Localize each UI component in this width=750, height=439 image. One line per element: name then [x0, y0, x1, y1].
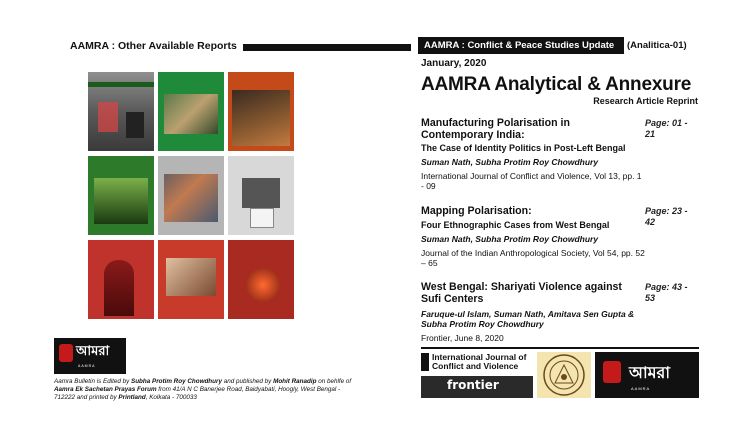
credits-org: Aamra Ek Sachetan Prayas Forum: [54, 386, 157, 393]
article-subtitle: Four Ethnographic Cases from West Bengal: [421, 219, 610, 230]
ijcv-mark-icon: [421, 353, 429, 371]
anthropological-seal: [537, 352, 591, 398]
cover-art: [232, 90, 290, 146]
logo-script: আমরা: [629, 363, 670, 382]
credits-part: on behlfe of: [316, 378, 352, 385]
main-subtitle: Research Article Reprint: [593, 96, 698, 106]
cover-art: [166, 258, 216, 296]
article-title: Manufacturing Polarisation in Contemporary India:: [421, 117, 570, 141]
logo-small-text: AAMRA: [631, 386, 651, 391]
report-cover[interactable]: [158, 72, 224, 151]
credits-printer: Printland: [118, 394, 146, 401]
cover-art: [250, 208, 274, 228]
article-journal: Journal of the Indian Anthropological Society, Vol 54, pp. 52 – 65: [421, 247, 645, 268]
article-journal: International Journal of Conflict and Violence, Vol 13, pp. 1 - 09: [421, 171, 642, 191]
logo-script: আমরা: [76, 344, 110, 359]
report-cover[interactable]: [88, 240, 154, 319]
credits-part: Aamra Bulletin is Edited by: [54, 378, 131, 385]
series-bar: AAMRA : Conflict & Peace Studies Update: [418, 37, 624, 54]
cover-art: [242, 178, 280, 208]
frontier-logo: [421, 376, 533, 398]
article-authors: Suman Nath, Subha Protim Roy Chowdhury: [421, 233, 599, 244]
bottom-rule: [421, 347, 699, 349]
frontier-text: frontier: [447, 378, 499, 392]
article-authors: Suman Nath, Subha Protim Roy Chowdhury: [421, 157, 599, 167]
report-cover[interactable]: [88, 72, 154, 151]
article-pages: Page: 23 - 42: [645, 206, 688, 227]
main-title: AAMRA Analytical & Annexure: [421, 74, 692, 95]
report-cover[interactable]: [228, 156, 294, 235]
cover-art: [98, 102, 118, 132]
ijcv-text: International Journal of Conflict and Violence: [432, 352, 527, 371]
article-journal: Frontier, June 8, 2020: [421, 333, 504, 343]
cover-art: [164, 174, 218, 222]
article-1[interactable]: [421, 118, 699, 191]
left-heading: AAMRA : Other Available Reports: [70, 40, 237, 52]
credits-part: , Kolkata - 700033: [145, 394, 197, 401]
ijcv-logo: [421, 352, 533, 372]
credits-part: from 41/A N C Banerjee Road, Baidyabati, Hoogly, West Bengal - 712222 and printed by: [54, 386, 341, 401]
logo-emblem-icon: [59, 344, 73, 362]
cover-art: [94, 178, 148, 224]
logo-emblem-icon: [603, 361, 621, 383]
logo-small-text: AAMRA: [78, 364, 96, 368]
credits-part: and published by: [221, 378, 274, 385]
article-title: Mapping Polarisation:: [421, 205, 532, 217]
credits-editor: Subha Protim Roy Chowdhury: [131, 378, 222, 385]
article-3[interactable]: [421, 282, 699, 343]
credits-publisher: Mohit Ranadip: [273, 378, 317, 385]
issue-date: January, 2020: [421, 58, 487, 69]
article-2[interactable]: [421, 206, 699, 268]
cover-art: [126, 112, 144, 138]
left-heading-rule: [243, 44, 411, 51]
report-cover[interactable]: [228, 72, 294, 151]
credits-text: [54, 378, 354, 402]
cover-art: [246, 268, 280, 302]
article-authors: Faruque-ul Islam, Suman Nath, Amitava Sen Gupta & Subha Protim Roy Chowdhury: [421, 309, 635, 329]
series-code: (Analitica-01): [627, 40, 687, 51]
aamra-logo: [54, 338, 126, 374]
report-cover[interactable]: [158, 240, 224, 319]
article-pages: Page: 43 - 53: [645, 282, 688, 303]
article-subtitle: The Case of Identity Politics in Post-Left Bengal: [421, 143, 626, 153]
article-title: West Bengal: Shariyati Violence against Sufi Centers: [421, 281, 622, 305]
cover-art: [104, 260, 134, 316]
report-cover[interactable]: [88, 156, 154, 235]
report-covers-grid: [88, 72, 298, 322]
cover-band: [88, 82, 154, 87]
report-cover[interactable]: [228, 240, 294, 319]
aamra-logo-right: [595, 352, 699, 398]
report-cover[interactable]: [158, 156, 224, 235]
seal-icon: [537, 352, 591, 398]
cover-art: [164, 94, 218, 134]
article-pages: Page: 01 - 21: [645, 118, 688, 139]
